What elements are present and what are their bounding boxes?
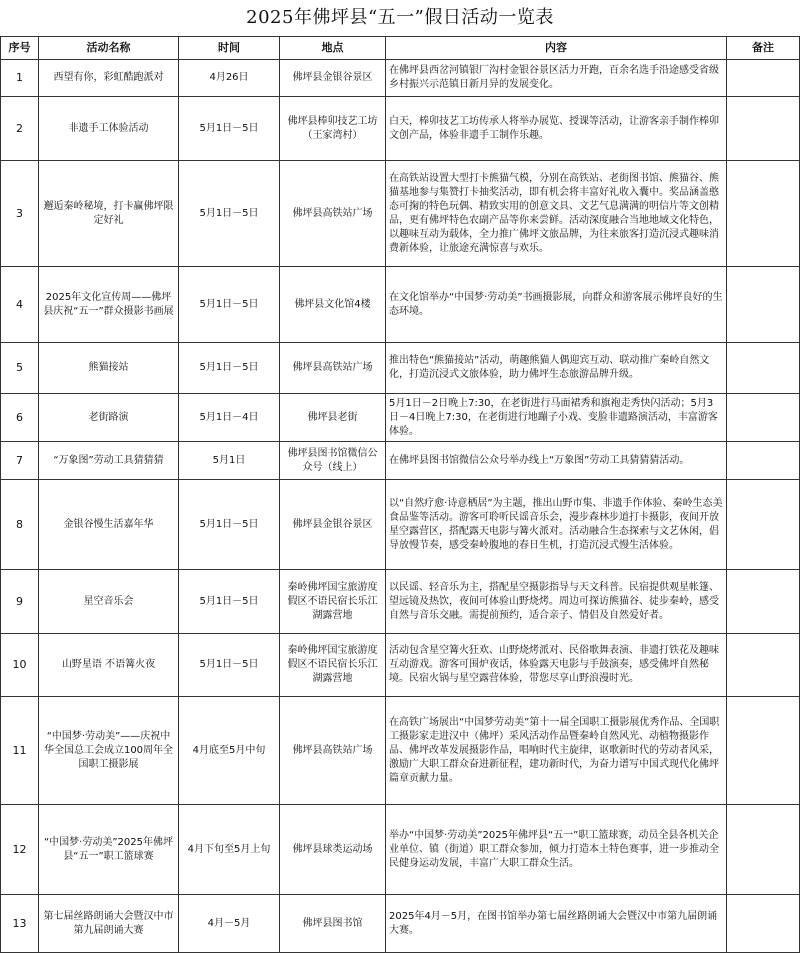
row-note bbox=[727, 394, 800, 442]
table-row bbox=[1, 394, 800, 442]
row-no: 4 bbox=[1, 267, 39, 343]
row-note bbox=[727, 805, 800, 895]
row-content: 2025年4月－5月，在图书馆举办第七届丝路朗诵大会暨汉中市第九届朗诵大赛。 bbox=[386, 895, 727, 953]
row-name: 非遗手工体验活动 bbox=[39, 97, 179, 161]
page-title: 2025年佛坪县“五一”假日活动一览表 bbox=[246, 7, 554, 28]
row-content: 5月1日－2日晚上7:30，在老街进行马面裙秀和旗袍走秀快闪活动；5月3日－4日晚上7:30，在老街进行地蹦子小戏、变脸非遗路演活动，丰富游客体验。 bbox=[386, 394, 727, 442]
row-no: 6 bbox=[1, 394, 39, 442]
row-note bbox=[727, 343, 800, 394]
header-note: 备注 bbox=[727, 37, 800, 60]
row-place: 佛坪县高铁站广场 bbox=[280, 343, 386, 394]
table-row bbox=[1, 570, 800, 634]
row-time: 5月1日－5日 bbox=[179, 267, 280, 343]
row-name: 金银谷慢生活嘉年华 bbox=[39, 480, 179, 570]
row-time: 5月1日－5日 bbox=[179, 634, 280, 697]
table-row bbox=[1, 697, 800, 805]
row-place: 佛坪县高铁站广场 bbox=[280, 697, 386, 805]
row-content: 举办“中国梦·劳动美”2025年佛坪县“五一”职工篮球赛，动员全县各机关企业单位、镇（街道）职工群众参加，倾力打造本土特色赛事，进一步推动全民健身运动发展，丰富广大职工群众生活。 bbox=[386, 805, 727, 895]
row-time: 5月1日－5日 bbox=[179, 97, 280, 161]
table-row bbox=[1, 895, 800, 953]
row-time: 5月1日－5日 bbox=[179, 570, 280, 634]
row-place: 佛坪县图书馆微信公众号（线上） bbox=[280, 442, 386, 480]
row-content: 在高铁广场展出“中国梦劳动美”第十一届全国职工摄影展优秀作品、全国职工摄影家走进汉中（佛坪）采风活动作品暨秦岭自然风光、动植物摄影作品、佛坪改革发展摄影作品，唱响时代主旋律，讴歌新时代的劳动者风采，激励广大职工群众奋进新征程，建功新时代，为奋力谱写中国式现代化佛坪篇章贡献力量。 bbox=[386, 697, 727, 805]
row-time: 5月1日－5日 bbox=[179, 343, 280, 394]
row-place: 佛坪县金银谷景区 bbox=[280, 480, 386, 570]
row-name: 老街路演 bbox=[39, 394, 179, 442]
row-no: 9 bbox=[1, 570, 39, 634]
row-time: 5月1日－5日 bbox=[179, 480, 280, 570]
row-no: 12 bbox=[1, 805, 39, 895]
row-place: 秦岭佛坪国宝旅游度假区不语民宿长乐江湖露营地 bbox=[280, 570, 386, 634]
row-time: 4月26日 bbox=[179, 60, 280, 97]
table-row bbox=[1, 267, 800, 343]
row-name: 2025年文化宣传周——佛坪县庆祝“五一”群众摄影书画展 bbox=[39, 267, 179, 343]
table-row bbox=[1, 161, 800, 267]
row-content: 在高铁站设置大型打卡熊猫气模，分别在高铁站、老街图书馆、熊猫谷、熊猫基地参与集赞打卡抽奖活动，即有机会将丰富好礼收入囊中。奖品涵盖憨态可掬的特色玩偶、精致实用的创意文具、文艺气息满满的明信片等文创精品，更有佛坪特色农副产品等你来尝鲜。活动深度融合当地地域文化特色，以趣味互动为载体，全力推广佛坪文旅品牌，为往来旅客打造沉浸式趣味消费新体验，让旅途充满惊喜与欢乐。 bbox=[386, 161, 727, 267]
row-name: 熊猫接站 bbox=[39, 343, 179, 394]
table-row bbox=[1, 343, 800, 394]
table-row bbox=[1, 60, 800, 97]
row-name: 邂逅秦岭秘境，打卡赢佛坪限定好礼 bbox=[39, 161, 179, 267]
row-time: 4月下旬至5月上旬 bbox=[179, 805, 280, 895]
row-name: 第七届丝路朗诵大会暨汉中市第九届朗诵大赛 bbox=[39, 895, 179, 953]
row-note bbox=[727, 570, 800, 634]
row-no: 8 bbox=[1, 480, 39, 570]
row-time: 5月1日－5日 bbox=[179, 161, 280, 267]
table-row bbox=[1, 805, 800, 895]
row-content: 白天，棒卯技艺工坊传承人将举办展览、授课等活动，让游客亲手制作棒卯文创产品，体验非遗手工制作乐趣。 bbox=[386, 97, 727, 161]
row-content: 活动包含星空篝火狂欢、山野烧烤派对、民俗歌舞表演、非遗打铁花及趣味互动游戏。游客可围炉夜话，体验露天电影与手鼓演奏，感受佛坪自然秘境。民宿火锅与星空露营体验，带您尽享山野浪漫时光。 bbox=[386, 634, 727, 697]
row-note bbox=[727, 895, 800, 953]
row-no: 7 bbox=[1, 442, 39, 480]
row-place: 佛坪县球类运动场 bbox=[280, 805, 386, 895]
activity-table bbox=[0, 36, 800, 953]
row-no: 10 bbox=[1, 634, 39, 697]
row-time: 5月1日 bbox=[179, 442, 280, 480]
row-name: “中国梦·劳动美”2025年佛坪县“五一”职工篮球赛 bbox=[39, 805, 179, 895]
row-place: 秦岭佛坪国宝旅游度假区不语民宿长乐江湖露营地 bbox=[280, 634, 386, 697]
row-time: 4月－5月 bbox=[179, 895, 280, 953]
table-row bbox=[1, 442, 800, 480]
header-no: 序号 bbox=[1, 37, 39, 60]
row-no: 1 bbox=[1, 60, 39, 97]
row-no: 3 bbox=[1, 161, 39, 267]
row-content: 推出特色“熊猫接站”活动，萌趣熊猫人偶迎宾互动、联动推广秦岭自然文化，打造沉浸式文旅体验，助力佛坪生态旅游品牌升级。 bbox=[386, 343, 727, 394]
row-place: 佛坪县老街 bbox=[280, 394, 386, 442]
header-content: 内容 bbox=[386, 37, 727, 60]
row-note bbox=[727, 697, 800, 805]
table-row bbox=[1, 480, 800, 570]
table-header-row bbox=[1, 37, 800, 60]
row-note bbox=[727, 480, 800, 570]
row-note bbox=[727, 634, 800, 697]
row-content: 在佛坪县西岔河镇银厂沟村金银谷景区活力开跑，百余名选手沿途感受省级乡村振兴示范镇日新月异的发展变化。 bbox=[386, 60, 727, 97]
row-content: 在佛坪县图书馆微信公众号举办线上“万象图”劳动工具猜猜猜活动。 bbox=[386, 442, 727, 480]
row-no: 2 bbox=[1, 97, 39, 161]
row-time: 5月1日－4日 bbox=[179, 394, 280, 442]
row-content: 以民谣、轻音乐为主，搭配星空摄影指导与天文科普。民宿提供观星帐篷、望远镜及热饮，夜间可体验山野烧烤。周边可探访熊猫谷、徒步秦岭，感受自然与音乐交融。需提前预约，适合亲子、情侣及自然爱好者。 bbox=[386, 570, 727, 634]
row-name: 西望有你，彩虹酷跑派对 bbox=[39, 60, 179, 97]
row-place: 佛坪县图书馆 bbox=[280, 895, 386, 953]
row-name: “万象图”劳动工具猜猜猜 bbox=[39, 442, 179, 480]
row-no: 13 bbox=[1, 895, 39, 953]
row-content: 在文化馆举办“中国梦·劳动美”书画摄影展，向群众和游客展示佛坪良好的生态环境。 bbox=[386, 267, 727, 343]
row-place: 佛坪县文化馆4楼 bbox=[280, 267, 386, 343]
header-place: 地点 bbox=[280, 37, 386, 60]
row-name: 星空音乐会 bbox=[39, 570, 179, 634]
row-note bbox=[727, 267, 800, 343]
row-no: 11 bbox=[1, 697, 39, 805]
row-note bbox=[727, 442, 800, 480]
header-name: 活动名称 bbox=[39, 37, 179, 60]
header-time: 时间 bbox=[179, 37, 280, 60]
row-no: 5 bbox=[1, 343, 39, 394]
row-place: 佛坪县金银谷景区 bbox=[280, 60, 386, 97]
table-row bbox=[1, 97, 800, 161]
row-name: 山野星语 不语篝火夜 bbox=[39, 634, 179, 697]
row-note bbox=[727, 97, 800, 161]
row-note bbox=[727, 161, 800, 267]
row-place: 佛坪县高铁站广场 bbox=[280, 161, 386, 267]
row-place: 佛坪县棒卯技艺工坊（王家湾村） bbox=[280, 97, 386, 161]
row-time: 4月底至5月中旬 bbox=[179, 697, 280, 805]
row-name: “中国梦·劳动美”——庆祝中华全国总工会成立100周年全国职工摄影展 bbox=[39, 697, 179, 805]
table-row bbox=[1, 634, 800, 697]
row-content: 以“自然疗愈·诗意栖居”为主题，推出山野市集、非遗手作体验、秦岭生态美食品鉴等活动。游客可聆听民谣音乐会，漫步森林步道打卡摄影，夜间开放星空露营区，搭配露天电影与篝火派对。活动融合生态探索与文艺休闲，倡导放慢节奏，感受秦岭腹地的春日生机，打造沉浸式慢生活体验。 bbox=[386, 480, 727, 570]
row-note bbox=[727, 60, 800, 97]
